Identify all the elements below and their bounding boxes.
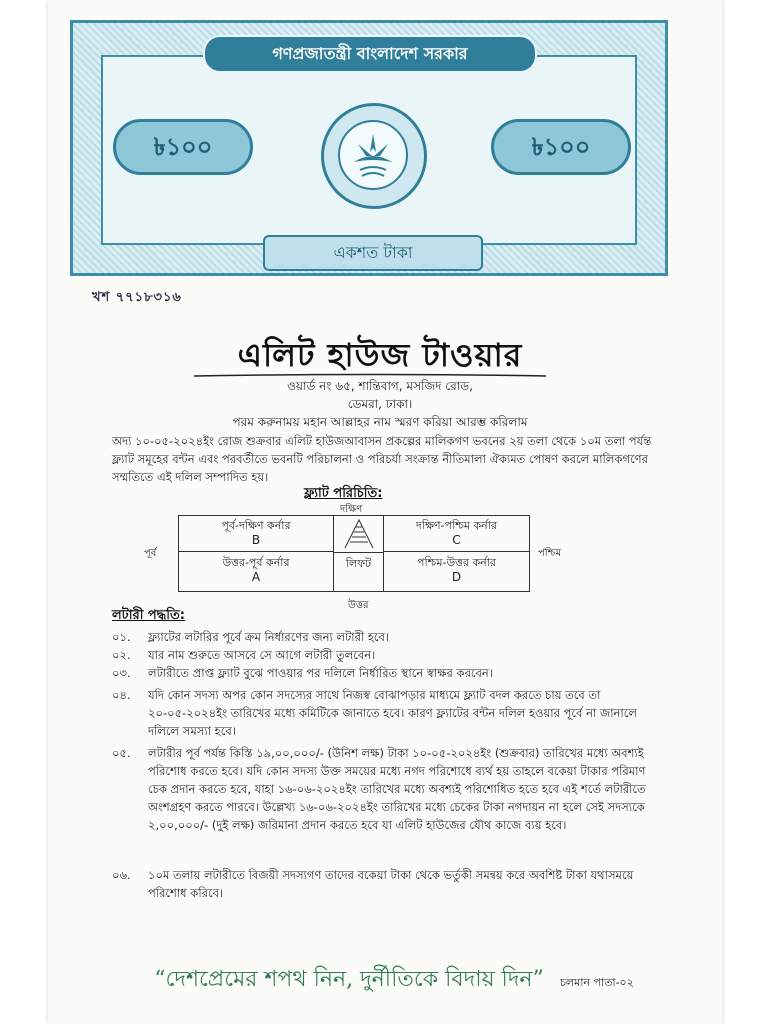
stamp-header [70,20,668,276]
flat-a-name: উত্তর-পূর্ব কর্নার [222,556,290,569]
stamp-title: গণপ্রজাতন্ত্রী বাংলাদেশ সরকার [203,35,537,73]
flat-d-letter: D [451,570,462,584]
direction-east: পূর্ব [144,548,157,559]
list-item [112,664,660,682]
lift-label: লিফট [345,557,372,570]
emblem-core [338,120,408,190]
list-item-text: লটারীর পূর্ব পর্যন্ত কিস্তি ১৯,০০,০০০/- (উনিশ লক্ষ) টাকা ১০-০৫-২০২৪ইং (শুক্রবার) তারিখের মধ্যে অবশ্যই পরিশোধ করতে হবে। যদি কোন সদস্য উক্ত সময়ের মধ্যে নগদ পরিশোধে ব্যর্থ হয় তাহলে বকেয়া টাকার পরিমাণ চেক প্রদান করতে হবে, যাহা ১৬-০৬-২০২৪ইং তারিখের মধ্যে অবশ্যই পরিশোধিত হতে হবে এই শর্তে লটারীতে অংশগ্রহণ করতে পারবে। উল্লেখ্য ১৬-০৬-২০২৪ইং তারিখের মধ্যে চেকের টাকা নগদায়ন না হলে সেই সদস্যকে ২,০০,০০০/- (দুই লক্ষ) জরিমানা প্রদান করতে হবে যা এলিট হাউজের যৌথ কাজে ব্যয় হবে। [148,746,646,832]
direction-north: উত্তর [348,600,369,611]
list-item-text: যদি কোন সদস্য অপর কোন সদস্যের সাথে নিজস্ব বোঝাপড়ার মাধ্যমে ফ্ল্যাট বদল করতে চায় তবে তা ২০-০৫-২০২৪ইং তারিখের মধ্যে কমিটিকে জানাতে হবে। কারণ ফ্ল্যাটের বন্টন দলিল হওয়ার পূর্বে না জানালে দলিলে সমস্যা হবে। [148,688,637,738]
list-item-number: ০২. [112,648,131,662]
flat-c-cell [384,516,529,552]
stairs-cell [334,516,384,552]
list-item-number: ০৩. [112,666,131,680]
continued-page-label: চলমান পাতা-০২ [560,976,634,989]
lift-cell [334,552,384,591]
flat-c-letter: C [452,533,461,547]
bangladesh-emblem-icon [321,103,427,209]
list-item-text: ১০ম তলায় লটারীতে বিজয়ী সদস্যগণ তাদের বকেয়া টাকা থেকে ভর্তুকী সমন্বয় করে অবশিষ্ট টাকা যথাসময়ে পরিশোধ করিবে। [148,868,634,900]
stamp-denomination-right: ৳১০০ [491,119,631,175]
list-item [112,628,660,646]
flat-a-cell [179,552,334,591]
flat-c-name: দক্ষিণ-পশ্চিম কর্নার [416,519,497,532]
water-lily-icon [340,122,406,188]
address-line-1: ওয়ার্ড নং ৬৫, শান্তিবাগ, মসজিদ রোড, [287,379,473,393]
list-item-text: ফ্ল্যাটের লটারির পূর্বে ক্রম নির্ধারণের জন্য লটারী হবে। [148,630,390,644]
direction-west: পশ্চিম [538,548,562,559]
list-item-text: যার নাম শুরুতে আসবে সে আগে লটারী তুলবেন। [148,648,376,662]
document-title: এলিট হাউজ টাওয়ার [237,336,523,374]
flat-b-letter: B [251,533,261,547]
list-item-number: ০৫. [112,746,131,760]
list-item [112,646,660,664]
list-item [112,866,660,902]
list-item-number: ০১. [112,630,131,644]
list-item-text: লটারীতে প্রাপ্ত ফ্ল্যাট বুঝে পাওয়ার পর দলিলে নির্ধারিত স্থানে স্বাক্ষর করবেন। [148,666,493,680]
list-item-number: ০৬. [112,868,131,882]
flat-d-cell [384,552,529,591]
list-item [112,744,660,834]
flat-layout-table [178,515,530,592]
footer-quote: “দেশপ্রেমের শপথ নিন, দুর্নীতিকে বিদায় দিন” [154,967,544,992]
direction-south: দক্ষিণ [340,504,363,515]
stamp-amount-words: একশত টাকা [263,235,483,271]
stamp-serial-number: খশ ৭৭১৮৩১৬ [92,290,182,305]
stamp-denomination-left: ৳১০০ [113,119,253,175]
list-item-number: ০৪. [112,688,131,702]
flat-section-heading: ফ্ল্যাট পরিচিতি: [304,486,383,501]
flat-d-name: পশ্চিম-উত্তর কর্নার [417,556,496,569]
lottery-heading: লটারী পদ্ধতি: [112,608,185,623]
flat-b-cell [179,516,334,552]
intro-paragraph: অদ্য ১০-০৫-২০২৪ইং রোজ শুক্রবার এলিট হাউজআবাসন প্রকল্পের মালিকগণ ভবনের ২য় তলা থেকে ১০ম তলা পর্যন্ত ফ্ল্যাট সমূহের বন্টন এবং পরবর্তীতে ভবনটি পরিচালনা ও পরিচর্যা সংক্রান্ত নীতিমালা ঐক্যমত পোষণ করলে মালিকগণের সম্মতিতে এই দলিল সম্পাদিত হয়। [112,434,652,484]
invocation: পরম করুনাময় মহান আল্লাহর নাম স্মরণ করিয়া আরম্ভ করিলাম [232,415,528,429]
address-line-2: ডেমরা, ঢাকা। [347,397,413,411]
flat-b-name: পূর্ব-দক্ষিণ কর্নার [221,519,291,532]
flat-a-letter: A [251,570,261,584]
staircase-icon [339,516,379,550]
list-item [112,686,660,740]
